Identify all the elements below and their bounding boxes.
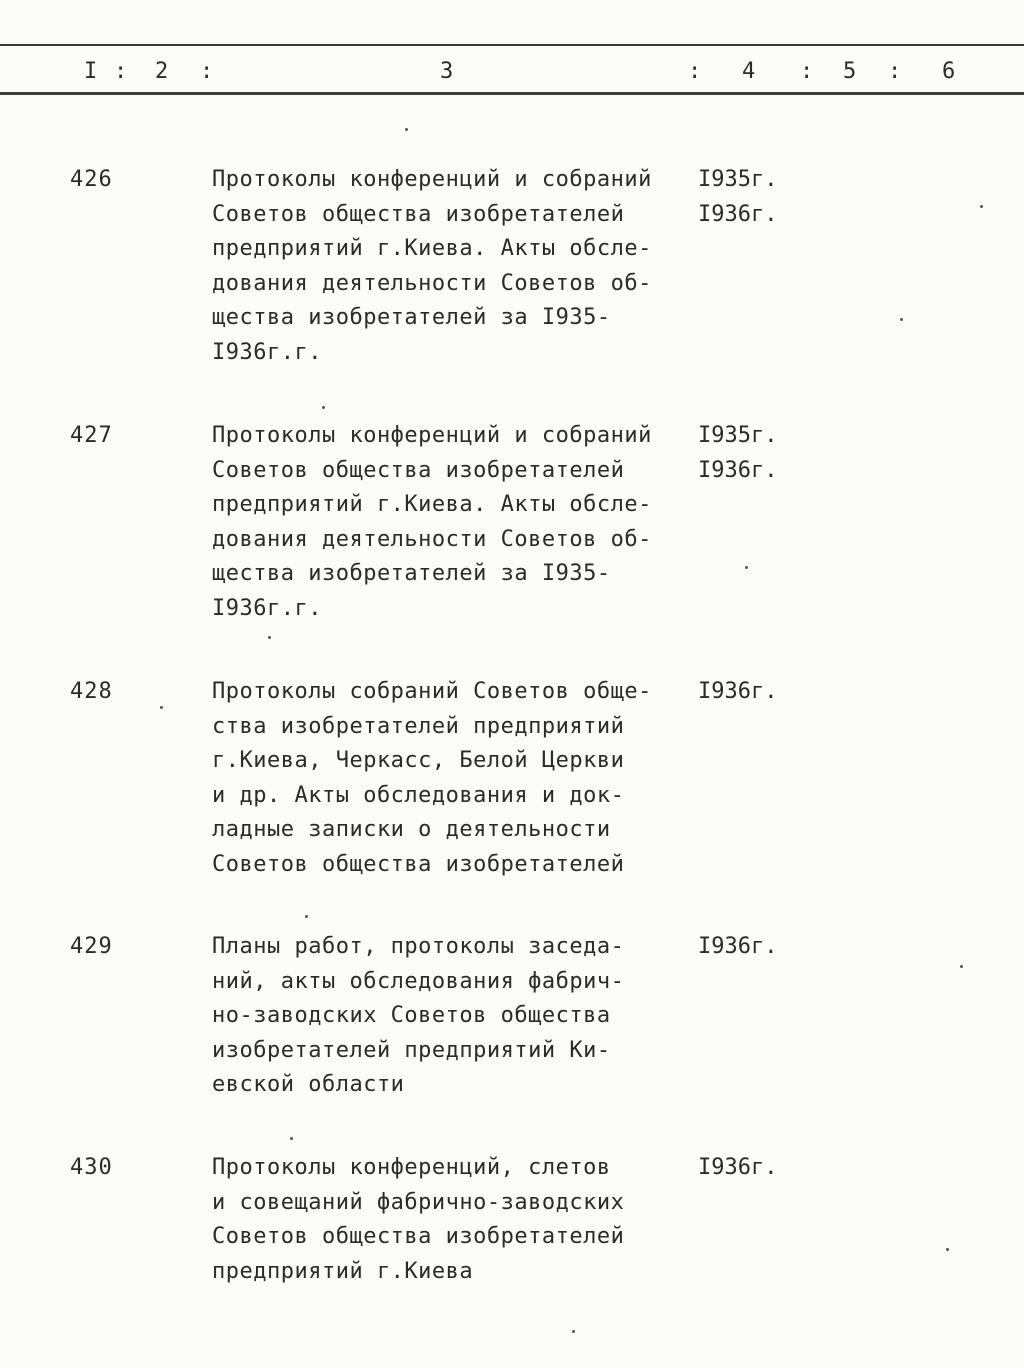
scan-speck: [322, 406, 325, 409]
description-line: предприятий г.Киева. Акты обсле-: [212, 492, 652, 517]
description-line: Советов общества изобретателей: [212, 851, 625, 877]
entry-description: [212, 675, 692, 882]
description-line: щества изобретателей за I935-: [212, 561, 611, 586]
date-single: I936г.: [698, 679, 778, 704]
entry-dates: [698, 930, 777, 965]
description-line: Протоколы конференций, слетов: [212, 1155, 611, 1180]
scan-speck: [980, 205, 983, 208]
scan-speck: [960, 965, 963, 968]
description-line: дования деятельности Советов об-: [212, 526, 652, 552]
description-line: Протоколы конференций и собраний: [212, 167, 652, 192]
description-line: щества изобретателей за I935-: [212, 305, 611, 330]
scan-speck: [946, 1248, 949, 1251]
scan-speck: [290, 1137, 293, 1140]
entry-dates: [698, 1151, 777, 1186]
header-col-2: 2: [155, 59, 169, 84]
entry-number: 429: [70, 934, 113, 959]
scan-speck: [405, 128, 408, 131]
date-end: I936г.: [698, 201, 778, 227]
scan-speck: [900, 318, 903, 321]
description-line: евской области: [212, 1072, 405, 1097]
header-separator: :: [800, 59, 814, 84]
date-single: I936г.: [698, 934, 778, 959]
description-line: но-заводских Советов общества: [212, 1003, 611, 1028]
header-separator: :: [888, 59, 902, 84]
entry-dates: [698, 419, 777, 488]
description-line: дования деятельности Советов об-: [212, 270, 652, 296]
description-line: Советов общества изобретателей: [212, 457, 625, 483]
description-line: предприятий г.Киева. Акты обсле-: [212, 236, 652, 261]
entry-number: 430: [70, 1155, 113, 1180]
date-start: I935г.: [698, 167, 778, 192]
scan-speck: [268, 636, 271, 639]
date-start: I935г.: [698, 423, 778, 448]
entry-description: [212, 419, 692, 626]
scan-speck: [745, 566, 748, 569]
entry-dates: [698, 675, 777, 710]
entry-number: 428: [70, 679, 113, 704]
entry-dates: [698, 163, 777, 232]
description-line: Советов общества изобретателей: [212, 201, 625, 227]
header-separator: :: [688, 59, 702, 84]
entry-description: [212, 163, 692, 370]
header-col-1: I: [84, 59, 98, 84]
description-line: предприятий г.Киева: [212, 1258, 474, 1284]
entry-description: [212, 930, 692, 1103]
header-col-5: 5: [843, 59, 857, 84]
date-end: I936г.: [698, 457, 778, 483]
description-line: г.Киева, Черкасс, Белой Церкви: [212, 748, 625, 773]
header-col-4: 4: [742, 59, 756, 84]
scan-speck: [305, 915, 308, 918]
entry-number: 427: [70, 423, 113, 448]
description-line: Советов общества изобретателей: [212, 1224, 625, 1249]
header-col-6: 6: [942, 59, 956, 84]
header-top-rule: [0, 44, 1024, 46]
description-line: Протоколы собраний Советов обще-: [212, 679, 652, 704]
entry-number: 426: [70, 167, 113, 192]
description-line: ства изобретателей предприятий: [212, 713, 625, 739]
description-line: ладные записки о деятельности: [212, 817, 611, 842]
scan-speck: [572, 1330, 575, 1333]
description-line: I936г.г.: [212, 339, 322, 365]
header-bottom-rule: [0, 92, 1024, 95]
description-line: и др. Акты обследования и док-: [212, 782, 625, 808]
entry-description: [212, 1151, 692, 1289]
date-single: I936г.: [698, 1155, 778, 1180]
header-col-3: 3: [440, 59, 454, 84]
description-line: изобретателей предприятий Ки-: [212, 1037, 611, 1063]
description-line: Планы работ, протоколы заседа-: [212, 934, 625, 959]
description-line: и совещаний фабрично-заводских: [212, 1189, 625, 1215]
header-separator: :: [200, 59, 214, 84]
description-line: Протоколы конференций и собраний: [212, 423, 652, 448]
description-line: ний, акты обследования фабрич-: [212, 968, 625, 994]
description-line: I936г.г.: [212, 595, 322, 621]
scan-speck: [160, 706, 163, 709]
header-separator: :: [114, 59, 128, 84]
